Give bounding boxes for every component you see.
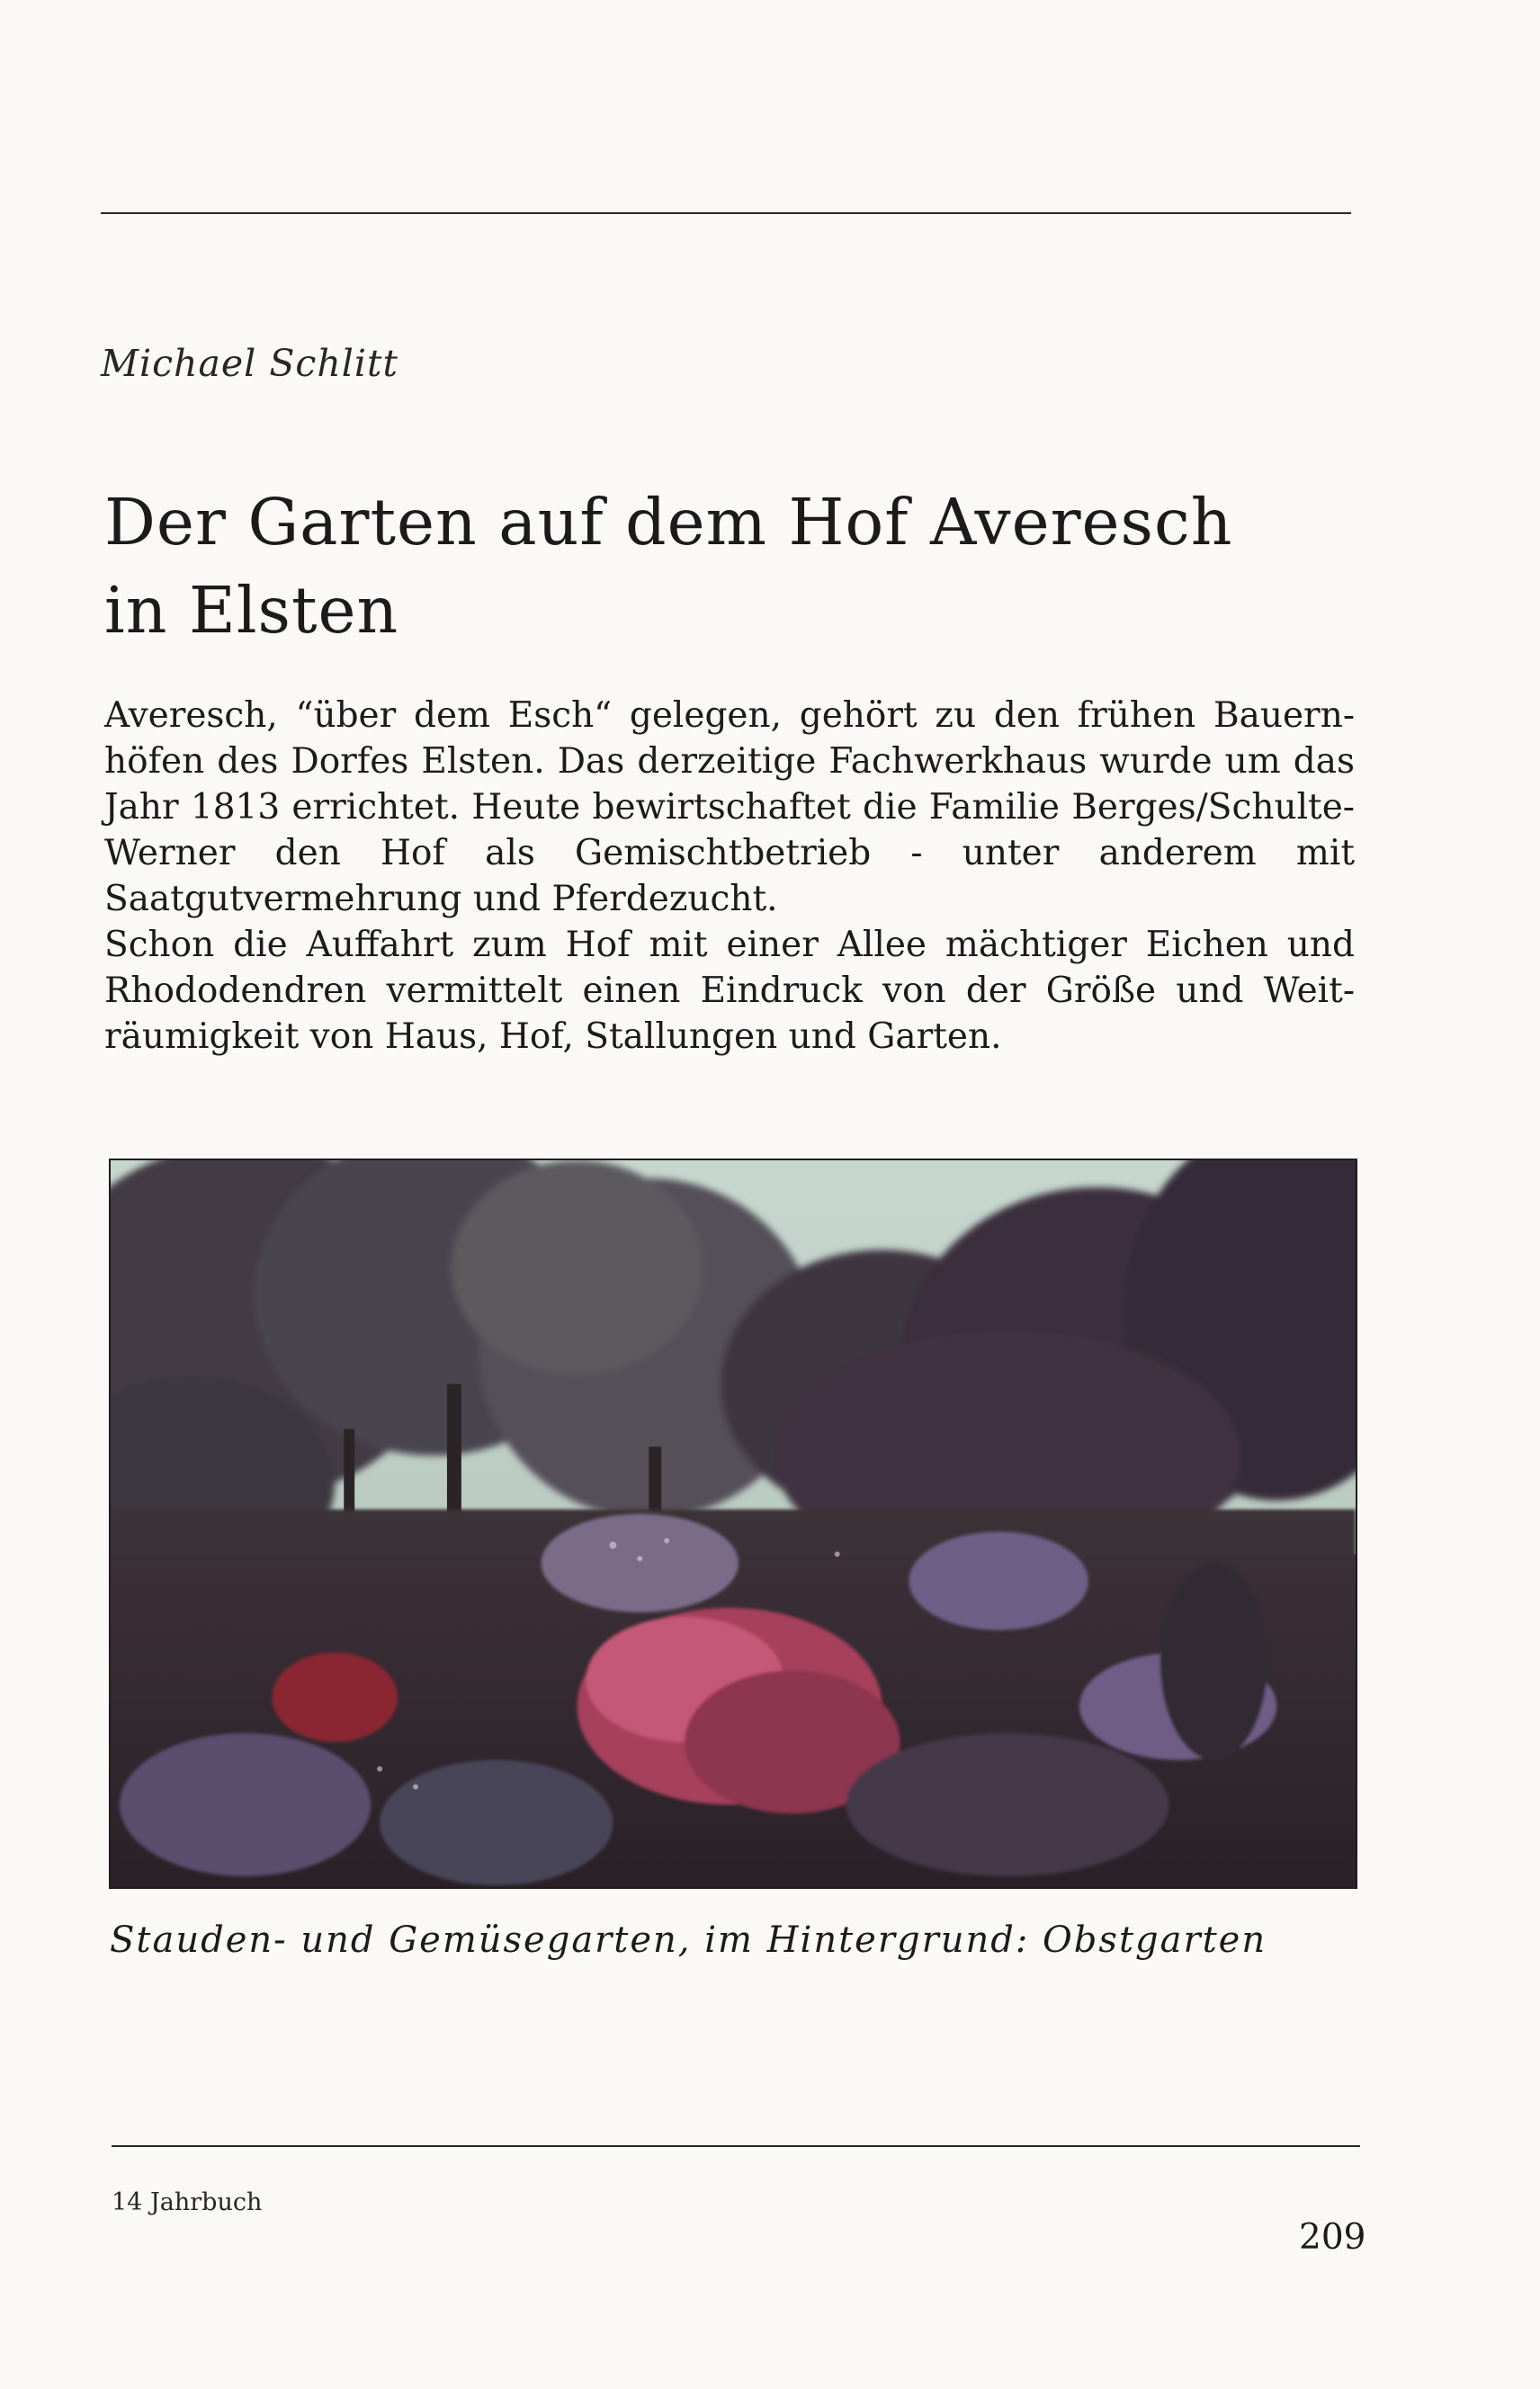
top-rule xyxy=(101,212,1351,214)
article-body xyxy=(104,693,1355,1060)
figure-caption: Stauden- und Gemüsegarten, im Hintergrund: Obstgarten xyxy=(110,1919,1267,1961)
garden-photo-illustration xyxy=(111,1160,1356,1887)
article-title xyxy=(104,479,1382,655)
paragraph: Averesch, “über dem Esch“ gelegen, gehört zu den frühen Bauernhöfen des Dorfes Elsten. Das derzeitige Fachwerkhaus wurde um das Jahr 1813 errichtet. Heute bewirtschaftet die Familie Berges/Schulte-Werner den Hof als Gemischtbetrieb - unter anderem mit Saatgutvermehrung und Pferdezucht. xyxy=(104,695,1355,919)
page-number: 209 xyxy=(1299,2217,1366,2258)
author-name: Michael Schlitt xyxy=(101,342,398,385)
footer-label: 14 Jahrbuch xyxy=(112,2188,263,2216)
title-line-2: in Elsten xyxy=(104,573,399,648)
title-line-1: Der Garten auf dem Hof Averesch xyxy=(104,485,1233,559)
bottom-rule xyxy=(112,2145,1360,2147)
garden-photo xyxy=(109,1159,1357,1889)
paragraph: Schon die Auffahrt zum Hof mit einer Allee mächtiger Eichen und Rhododendren vermittelt einen Eindruck von der Größe und Weiträumigkeit von Haus, Hof, Stallungen und Garten. xyxy=(104,925,1355,1057)
